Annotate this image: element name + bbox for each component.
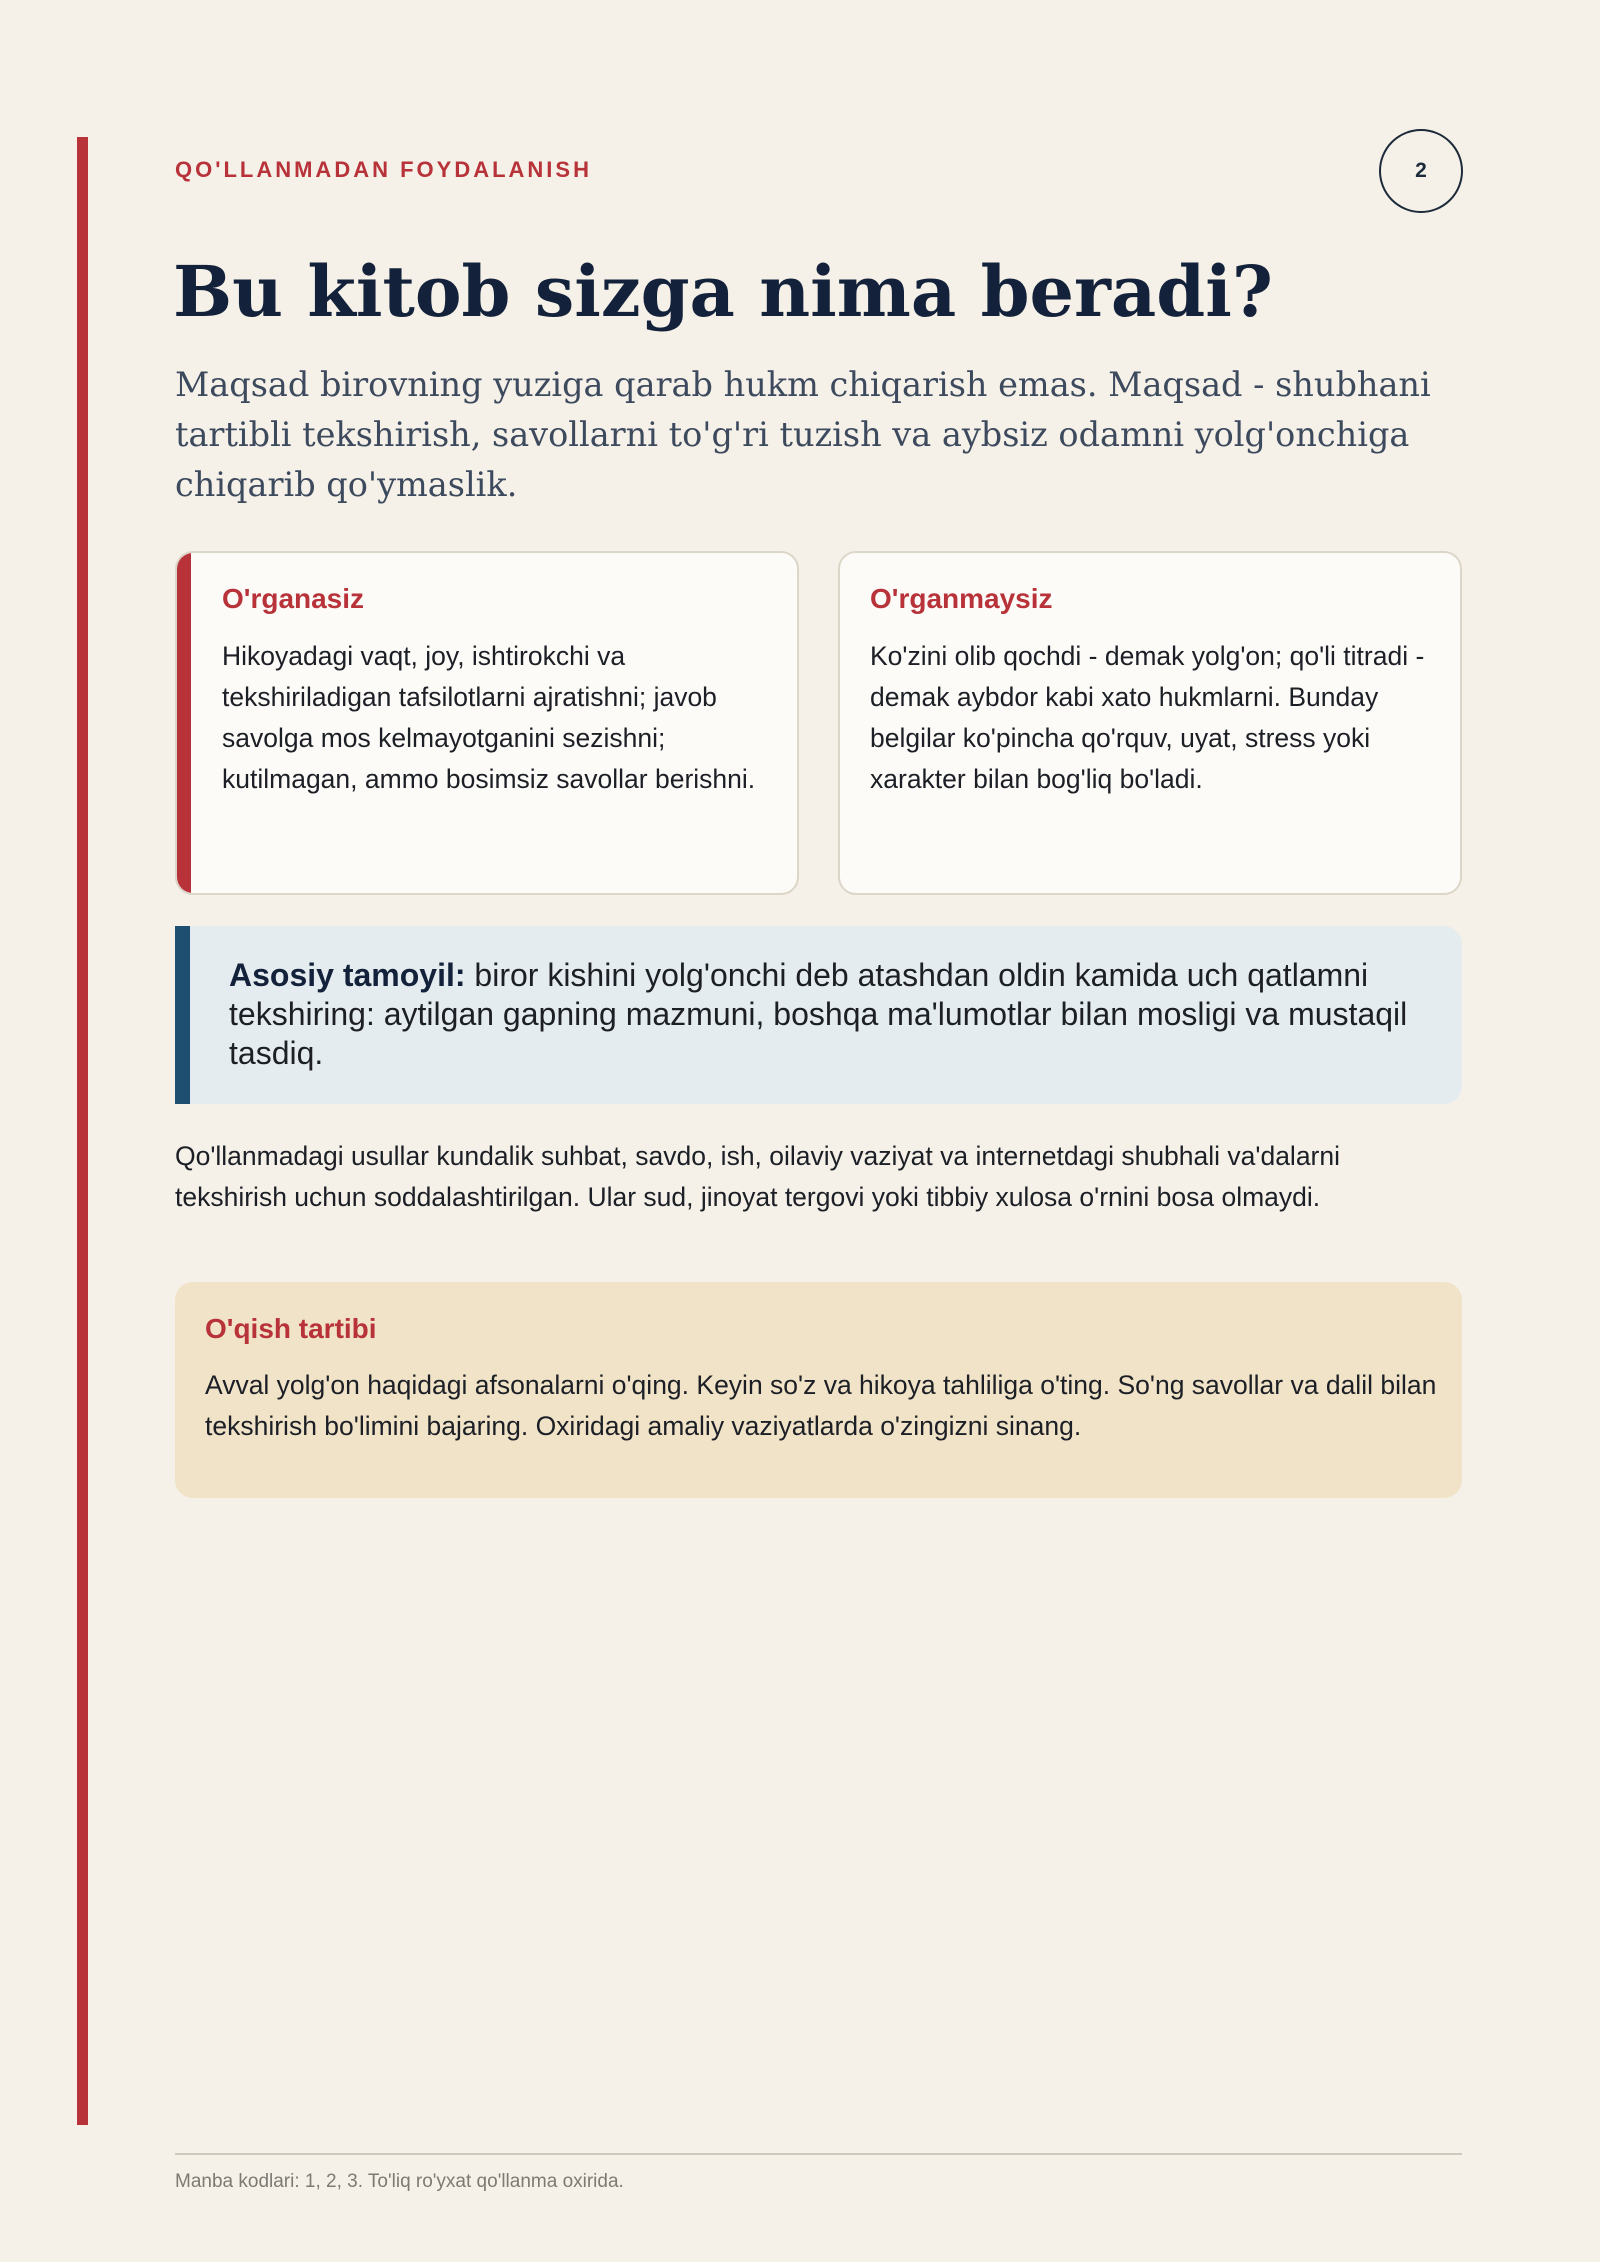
page-number-badge (1379, 129, 1463, 213)
page-title: Bu kitob sizga nima beradi? (173, 250, 1273, 333)
body-paragraph: Qo'llanmadagi usullar kundalik suhbat, savdo, ish, oilaviy vaziyat va internetdagi shubhali va'dalarni tekshirish uchun soddalashtirilgan. Ular sud, jinoyat tergovi yoki tibbiy xulosa o'rnini bosa olmaydi. (175, 1141, 1341, 1212)
card-learn-body: Hikoyadagi vaqt, joy, ishtirokchi va tekshiriladigan tafsilotlarni ajratishni; javob savolga mos kelmayotganini sezishni; kutilmagan, ammo bosimsiz savollar berishni. (222, 641, 756, 794)
card-not-learn (838, 551, 1462, 895)
principle-stripe (175, 926, 190, 1104)
principle-label: Asosiy tamoyil: (229, 957, 466, 993)
page-number: 2 (1415, 159, 1427, 182)
section-label: QO'LLANMADAN FOYDALANISH (175, 157, 592, 182)
footer-note: Manba kodlari: 1, 2, 3. To'liq ro'yxat qo'llanma oxirida. (175, 2171, 624, 2192)
reading-order-box (175, 1282, 1462, 1498)
reading-order-body: Avval yolg'on haqidagi afsonalarni o'qing. Keyin so'z va hikoya tahliliga o'ting. So'ng savollar va dalil bilan tekshirish bo'limini bajaring. Oxiridagi amaliy vaziyatlarda o'zingizni sinang. (205, 1370, 1437, 1441)
principle-text (229, 956, 1419, 1073)
principle-callout (175, 926, 1462, 1104)
lead-paragraph: Maqsad birovning yuziga qarab hukm chiqarish emas. Maqsad - shubhani tartibli tekshirish, savollarni to'g'ri tuzish va aybsiz odamni yolg'onchiga chiqarib qo'ymaslik. (175, 365, 1431, 504)
card-not-learn-heading: O'rganmaysiz (870, 583, 1053, 614)
footer-divider (175, 2153, 1462, 2155)
principle-body: biror kishini yolg'onchi deb atashdan oldin kamida uch qatlamni tekshiring: aytilgan gapning mazmuni, boshqa ma'lumotlar bilan mosligi va mustaqil tasdiq. (229, 957, 1408, 1071)
card-learn-heading: O'rganasiz (222, 583, 365, 614)
card-not-learn-body: Ko'zini olib qochdi - demak yolg'on; qo'li titradi - demak aybdor kabi xato hukmlarni. Bunday belgilar ko'pincha qo'rquv, uyat, stress yoki xarakter bilan bog'liq bo'ladi. (870, 641, 1425, 794)
card-learn (175, 551, 799, 895)
left-accent-bar (77, 137, 88, 2125)
reading-order-heading: O'qish tartibi (205, 1313, 377, 1344)
